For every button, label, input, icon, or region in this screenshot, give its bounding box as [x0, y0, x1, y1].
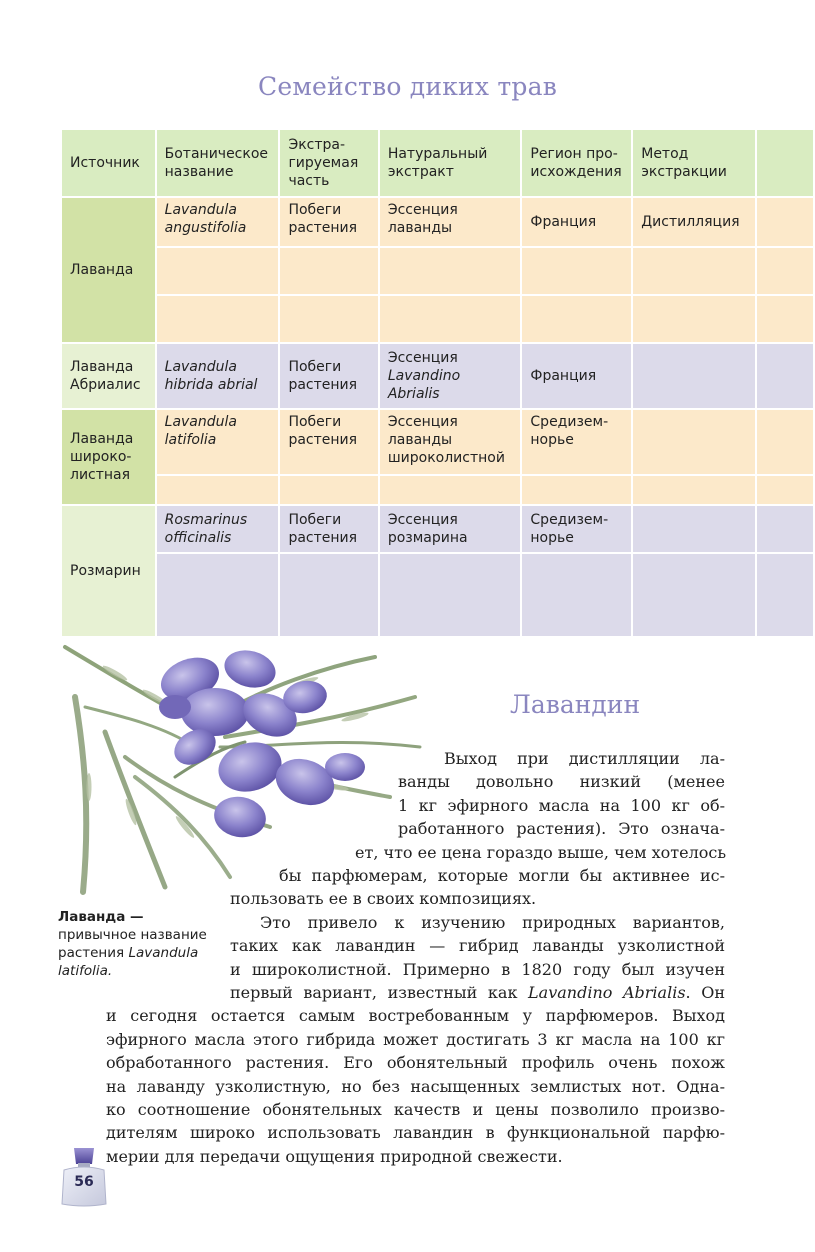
table-row	[61, 343, 814, 409]
text-line: на лаванду узколистную, но без насыщенных землистых нот. Одна-	[106, 1076, 725, 1096]
method-cell	[632, 505, 756, 553]
text-line: и сегодня остается самым востребованным у парфюмеров. Выход	[106, 1006, 725, 1026]
photo-caption	[58, 908, 223, 980]
table-row-empty	[61, 553, 814, 637]
empty-cell	[756, 505, 814, 553]
text-line: Это привело к изучению природных вариантов,	[260, 912, 725, 932]
source-cell: Розмарин	[61, 505, 156, 637]
text-line: бы парфюмерам, которые могли бы активнее ис-	[279, 866, 725, 885]
section-title: Лавандин	[510, 690, 641, 719]
table-row-empty	[61, 295, 814, 343]
text-line: и широколистной. Примерно в 1820 году был изучен	[230, 959, 725, 979]
source-cell: Лаванда широко- листная	[61, 409, 156, 505]
empty-cell	[756, 197, 814, 247]
region-cell: Средизем- норье	[521, 505, 632, 553]
header-cell-empty	[756, 129, 814, 197]
extract-cell: Эссенция розмарина	[379, 505, 522, 553]
text-line: пользовать ее в своих композициях.	[230, 889, 537, 909]
paragraph-1-part-c	[355, 841, 725, 864]
source-cell: Лаванда Абриалис	[61, 343, 156, 409]
paragraph-1-part-b	[398, 794, 725, 841]
empty-cell	[756, 343, 814, 409]
caption-latin: latifolia.	[58, 963, 113, 979]
part-cell: Побеги растения	[279, 197, 378, 247]
text-line: таких как лавандин — гибрид лаванды узколистной	[230, 936, 725, 956]
header-cell: Метод экстракции	[632, 129, 756, 197]
text-line: мерии для передачи ощущения природной свежести.	[106, 1146, 563, 1166]
region-cell: Средизем- норье	[521, 409, 632, 475]
text-line: первый вариант, известный как Lavandino Abrialis. Он	[230, 983, 726, 1003]
empty-cell	[756, 409, 814, 475]
botanical-cell: Lavandula latifolia	[156, 409, 280, 475]
region-cell: Франция	[521, 197, 632, 247]
botanical-cell: Lavandula hibrida abrial	[156, 343, 280, 409]
header-cell: Ботаническое название	[156, 129, 280, 197]
caption-text: растения	[58, 945, 129, 961]
table-row-empty	[61, 247, 814, 295]
caption-title: Лаванда —	[58, 909, 144, 925]
page-number: 56	[74, 1174, 94, 1190]
header-cell: Регион про- исхождения	[521, 129, 632, 197]
text-line: ко соотношение обонятельных качеств и цены позволило произво-	[106, 1100, 725, 1120]
paragraph-1-part-e	[230, 887, 725, 910]
caption-text: привычное название	[58, 927, 207, 943]
text-line: ет, что ее цена гораздо выше, чем хотелось	[355, 842, 727, 862]
paragraph-1-part-d	[279, 864, 725, 887]
method-cell	[632, 409, 756, 475]
text-line: дителям широко использовать лавандин в функциональной парфю-	[106, 1123, 725, 1143]
paragraph-1-part-a	[398, 747, 725, 794]
table-row-empty	[61, 475, 814, 505]
part-cell: Побеги растения	[279, 505, 378, 553]
method-cell: Дистилляция	[632, 197, 756, 247]
table-row	[61, 409, 814, 475]
header-cell: Источник	[61, 129, 156, 197]
part-cell: Побеги растения	[279, 343, 378, 409]
header-cell: Экстра- гируемая часть	[279, 129, 378, 197]
table-row	[61, 505, 814, 553]
extract-cell: Эссенция лаванды широколистной	[379, 409, 522, 475]
text-line: работанного растения). Это означа-	[398, 819, 725, 839]
extract-cell: Эссенция Lavandino Abrialis	[379, 343, 522, 409]
table-header-row	[61, 129, 814, 197]
paragraph-2-part-a	[230, 911, 725, 1005]
part-cell: Побеги растения	[279, 409, 378, 475]
paragraph-2-part-b	[106, 1004, 725, 1168]
botanical-cell: Rosmarinus officinalis	[156, 505, 280, 553]
method-cell	[632, 343, 756, 409]
extract-cell: Эссенция лаванды	[379, 197, 522, 247]
text-line: Выход при дистилляции ла-	[444, 749, 725, 768]
caption-latin: Lavandula	[128, 945, 199, 961]
text-line: эфирного масла этого гибрида может достигать 3 кг масла на 100 кг	[106, 1029, 725, 1049]
text-line: 1 кг эфирного масла на 100 кг об-	[398, 795, 725, 815]
page-title: Семейство диких трав	[258, 72, 557, 101]
source-cell: Лаванда	[61, 197, 156, 343]
table-row	[61, 197, 814, 247]
botanical-cell: Lavandula angustifolia	[156, 197, 280, 247]
region-cell: Франция	[521, 343, 632, 409]
herbs-table	[60, 128, 815, 638]
header-cell: Натуральный экстракт	[379, 129, 522, 197]
text-line: обработанного растения. Его обонятельный профиль очень похож	[106, 1053, 725, 1073]
text-line: ванды довольно низкий (менее	[398, 772, 725, 792]
